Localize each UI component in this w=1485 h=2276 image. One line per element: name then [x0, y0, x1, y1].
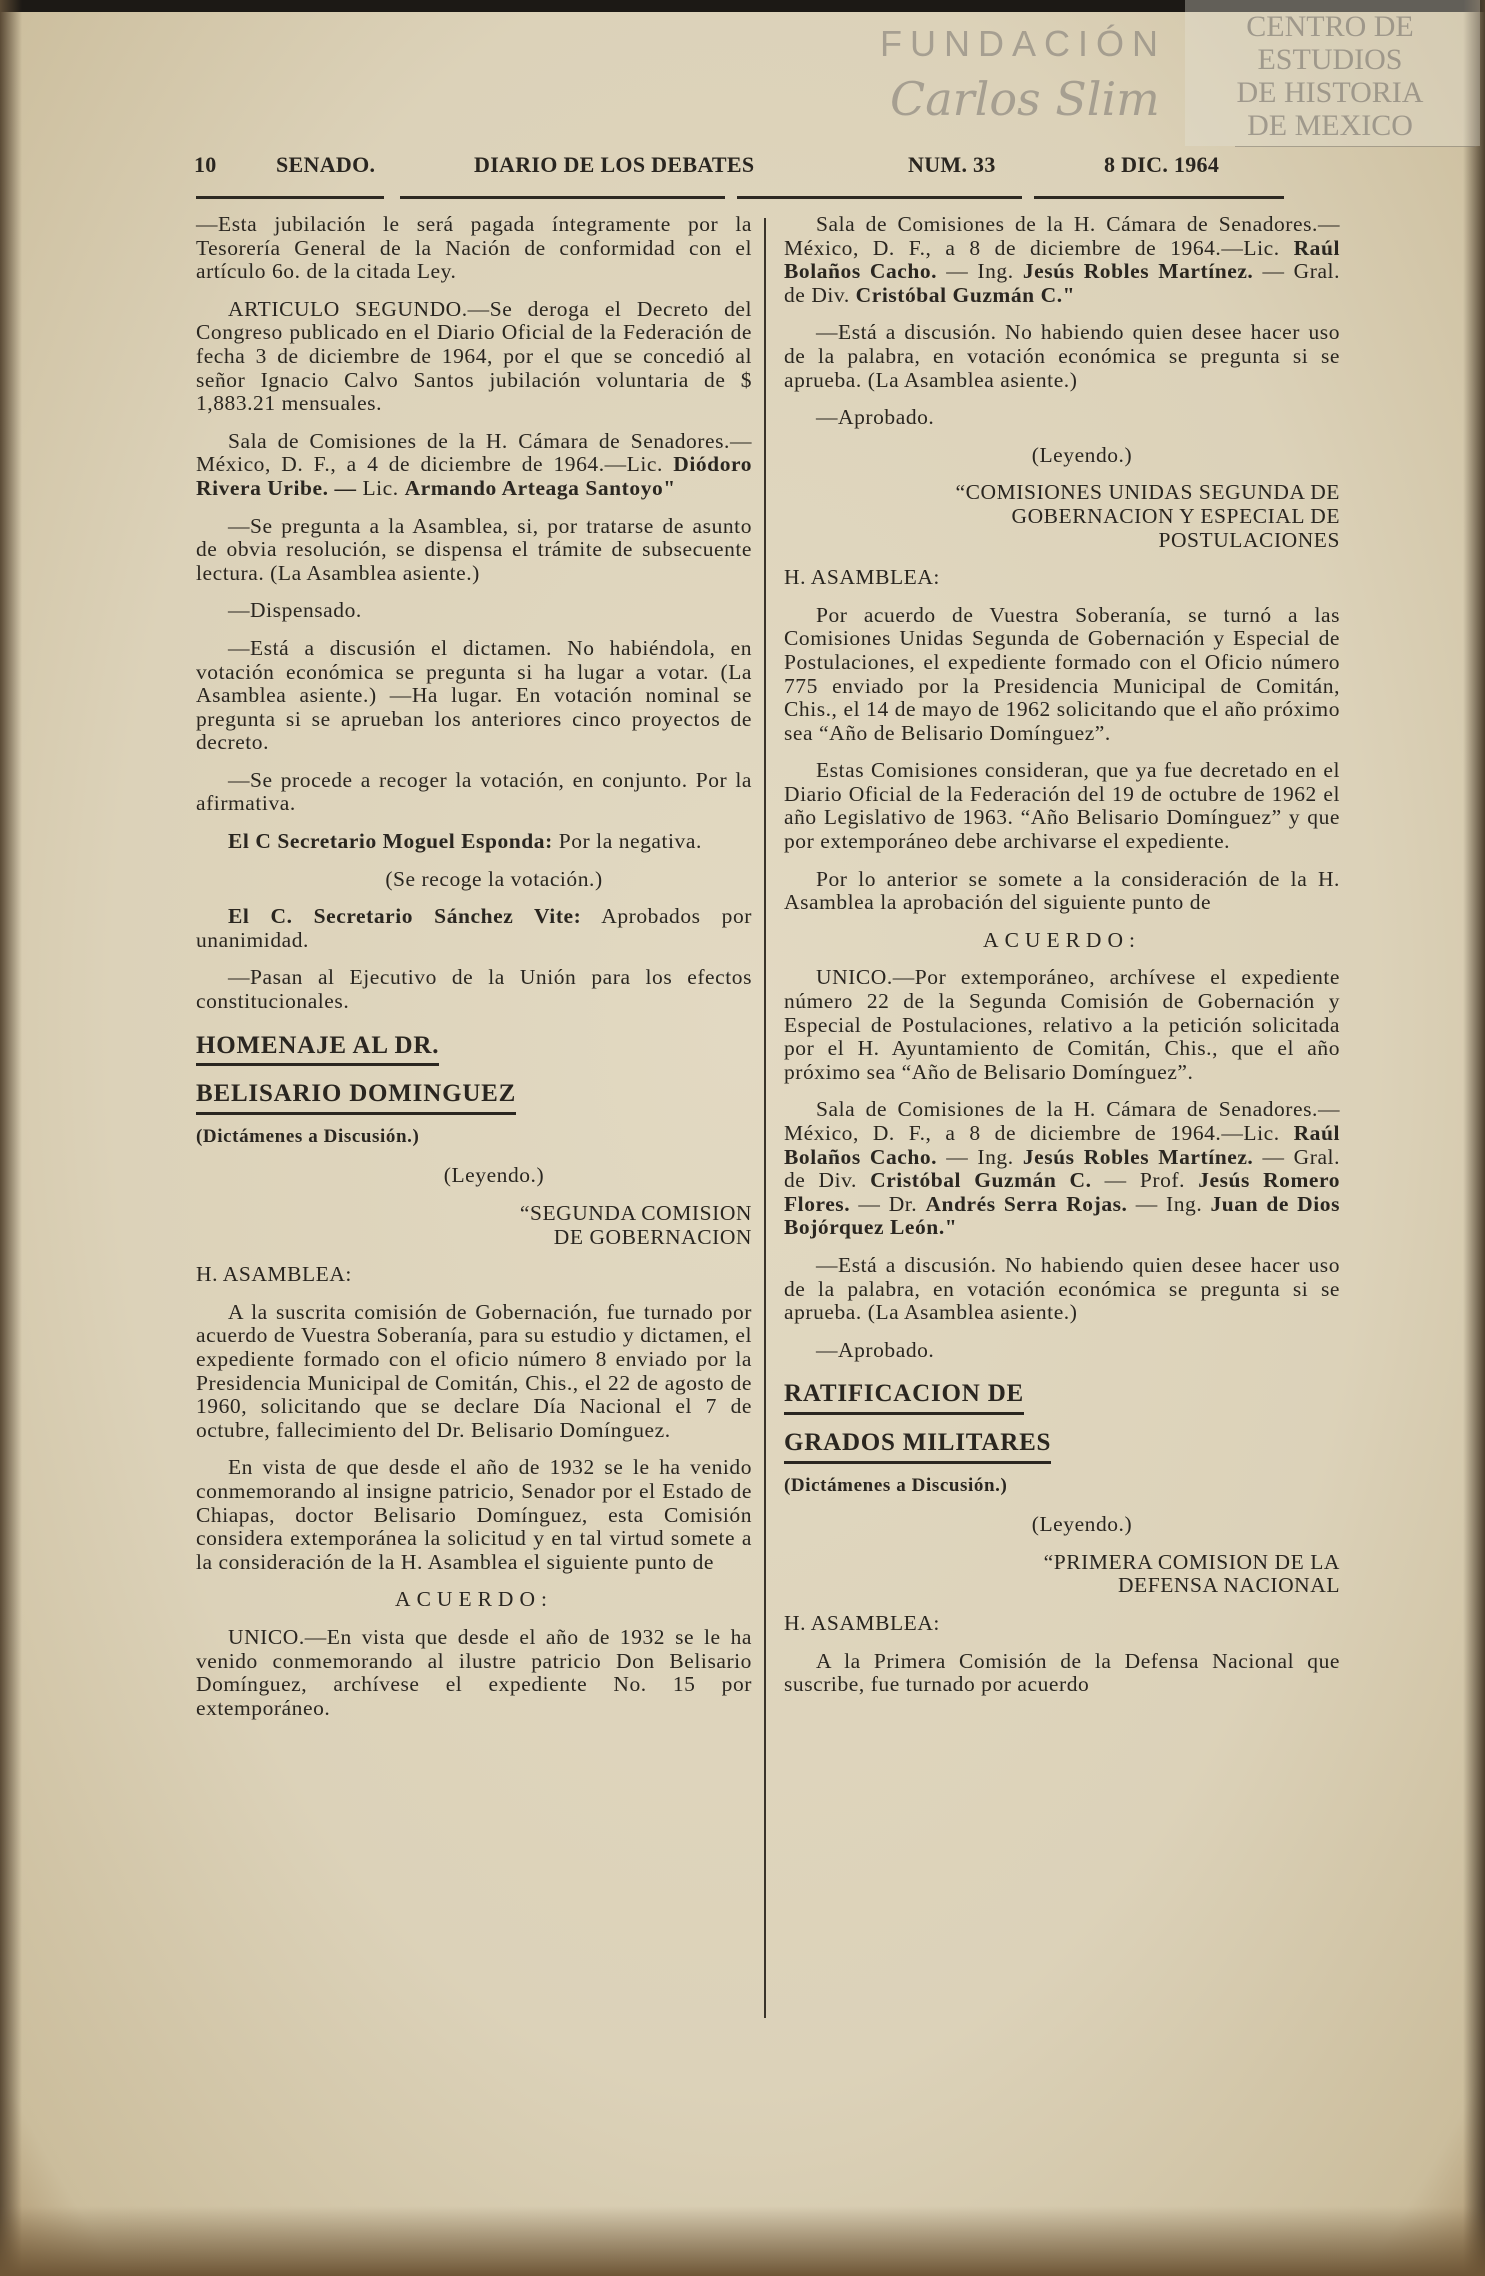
paragraph: [784, 966, 1340, 1084]
text-run: Por lo anterior se somete a la consideración de la H. Asamblea la aprobación del siguiente punto de: [784, 866, 1340, 915]
bold-text: El C. Secretario Sánchez Vite:: [228, 904, 582, 929]
text-run: —Aprobado.: [816, 1337, 935, 1362]
text-run: Estas Comisiones consideran, que ya fue decretado en el Diario Oficial de la Federación del 19 de octubre de 1962 el año Legislativo de 1963. “Año Belisario Domínguez” y que por extemporáneo debe archivarse el expediente.: [784, 758, 1340, 854]
paragraph: [196, 430, 752, 501]
text-run: “COMISIONES UNIDAS SEGUNDA DE GOBERNACION Y ESPECIAL DE POSTULACIONES: [955, 480, 1340, 552]
bold-text: Andrés Serra Rojas.: [925, 1191, 1128, 1216]
header-rule: [400, 196, 725, 199]
header-issue: NUM. 33: [908, 152, 996, 177]
section-heading: GRADOS MILITARES: [784, 1431, 1051, 1464]
section-subheading: (Dictámenes a Discusión.): [784, 1474, 1008, 1496]
paragraph: [196, 966, 752, 1013]
text-run: A la suscrita comisión de Gobernación, fue turnado por acuerdo de Vuestra Soberanía, para su estudio y dictamen, el expediente formado con el oficio número 8 enviado por la Presidencia Municipal de Comitán, Chis., el 22 de agosto de 1960, solicitando que se declare Día Nacional el 7 de octubre, fallecimiento del Dr. Belisario Domínguez.: [196, 1299, 752, 1442]
text-run: Por la negativa.: [552, 829, 702, 854]
bold-text: Cristóbal Guzmán C.: [870, 1168, 1092, 1193]
text-run: ACUERDO:: [983, 927, 1141, 952]
text-run: Por acuerdo de Vuestra Soberanía, se turnó a las Comisiones Unidas Segunda de Gobernación y Especial de Postulaciones, el expediente formado con el Oficio número 775 enviado por la Presidencia Municipal de Comitán, Chis., el 14 de mayo de 1962 solicitando que el año próximo sea “Año de Belisario Domínguez”.: [784, 602, 1340, 745]
paragraph: [196, 599, 752, 623]
header-section: SENADO.: [276, 152, 376, 177]
text-run: (Se recoge la votación.): [385, 866, 603, 891]
watermark-line: CENTRO DE: [1246, 10, 1414, 43]
text-run: (Leyendo.): [1031, 1512, 1133, 1537]
text-run: “PRIMERA COMISION DE LA DEFENSA NACIONAL: [1043, 1549, 1340, 1598]
bold-text: Juan de Dios Bojórquez León.": [784, 1191, 1341, 1240]
text-run: — Ing.: [1127, 1191, 1211, 1216]
watermark-line: DE HISTORIA: [1236, 76, 1424, 109]
running-header: [194, 152, 1344, 192]
bold-text: Armando Arteaga Santoyo": [404, 475, 676, 500]
paragraph: [196, 1588, 752, 1612]
watermark-line: ESTUDIOS: [1257, 43, 1403, 76]
text-run: —Dispensado.: [228, 598, 362, 623]
paragraph: [784, 321, 1340, 392]
text-run: H. ASAMBLEA:: [784, 1610, 940, 1635]
watermark-line: DE MEXICO: [1247, 109, 1413, 142]
header-publication: DIARIO DE LOS DEBATES: [474, 152, 755, 177]
section-heading: HOMENAJE AL DR.: [196, 1034, 439, 1067]
text-run: H. ASAMBLEA:: [784, 565, 940, 590]
text-run: —Aprobado.: [816, 405, 935, 430]
section-heading-wrapper: [784, 1425, 1340, 1474]
section-heading-wrapper: [196, 1076, 752, 1125]
text-run: —Esta jubilación le será pagada íntegramente por la Tesorería General de la Nación de conformidad con el artículo 6o. de la citada Ley.: [196, 212, 752, 284]
text-run: —Está a discusión. No habiendo quien desee hacer uso de la palabra, en votación económica se pregunta si se aprueba. (La Asamblea asiente.): [784, 1252, 1340, 1325]
text-run: Sala de Comisiones de la H. Cámara de Senadores.— México, D. F., a 8 de diciembre de 1964.—Lic.: [784, 212, 1340, 260]
text-run: —Está a discusión. No habiendo quien desee hacer uso de la palabra, en votación económica se pregunta si se aprueba. (La Asamblea asiente.): [784, 320, 1340, 392]
left-column: [196, 213, 752, 1734]
paragraph: [196, 515, 752, 586]
text-run: Lic.: [356, 475, 405, 500]
column-divider: [764, 218, 766, 2018]
paragraph: [784, 1098, 1340, 1240]
paragraph: [784, 566, 1340, 590]
text-run: Sala de Comisiones de la H. Cámara de Senadores.— México, D. F., a 4 de diciembre de 1964.—Lic.: [196, 428, 752, 477]
text-run: —Se pregunta a la Asamblea, si, por tratarse de asunto de obvia resolución, se dispensa el trámite de subsecuente lectura. (La Asamblea asiente.): [196, 513, 752, 585]
paragraph: [784, 481, 1340, 552]
paragraph: [784, 406, 1340, 430]
text-run: (Leyendo.): [443, 1163, 545, 1188]
paragraph: [824, 1513, 1340, 1537]
watermark-rule: [1235, 146, 1475, 147]
text-run: — Dr.: [850, 1191, 926, 1216]
watermark-foundation: FUNDACIÓN: [880, 23, 1166, 64]
paragraph: [196, 1456, 752, 1574]
bold-text: Raúl Bolaños Cacho.: [784, 235, 1340, 284]
text-run: UNICO.—En vista que desde el año de 1932 se le ha venido conmemorando al ilustre patricio Don Belisario Domínguez, archívese el expediente No. 15 por extemporáneo.: [196, 1624, 752, 1720]
watermark-signature: Carlos Slim: [890, 72, 1160, 126]
paragraph: [196, 1301, 752, 1443]
text-run: En vista de que desde el año de 1932 se le ha venido conmemorando al insigne patricio, Senador por el Estado de Chiapas, doctor Belisario Domínguez, esta Comisión considera extemporánea la solicitud y en tal virtud somete a la consideración de la H. Asamblea el siguiente punto de: [196, 1455, 752, 1574]
header-rule: [196, 196, 384, 199]
text-run: Aprobados por unanimidad.: [196, 904, 752, 952]
paragraph: [196, 905, 752, 952]
text-run: — Ing.: [937, 1144, 1023, 1169]
bold-text: Raúl Bolaños Cacho.: [784, 1121, 1340, 1169]
header-rule: [737, 196, 1022, 199]
bold-text: El C Secretario Moguel Esponda:: [228, 829, 553, 854]
section-heading: BELISARIO DOMINGUEZ: [196, 1082, 516, 1115]
paragraph: [784, 1339, 1340, 1363]
header-rule: [1034, 196, 1284, 199]
text-run: (Leyendo.): [1031, 442, 1133, 467]
paragraph: [196, 1626, 752, 1720]
text-run: ACUERDO:: [395, 1587, 553, 1612]
bold-text: Diódoro Rivera Uribe. —: [196, 452, 752, 500]
paragraph: [196, 769, 752, 816]
page-number: 10: [194, 152, 217, 177]
paragraph: [784, 1650, 1340, 1697]
paragraph: [784, 929, 1340, 953]
section-heading-wrapper: [196, 1028, 752, 1077]
text-run: H. ASAMBLEA:: [196, 1262, 352, 1287]
watermark-institution: [1185, 10, 1475, 142]
paragraph: [784, 1612, 1340, 1636]
section-subheading: (Dictámenes a Discusión.): [196, 1125, 420, 1147]
paragraph: [196, 830, 752, 854]
bold-text: Jesús Robles Martínez.: [1022, 259, 1254, 284]
text-run: Sala de Comisiones de la H. Cámara de Senadores.— México, D. F., a 8 de diciembre de 1964.—Lic.: [784, 1097, 1340, 1145]
paragraph: [824, 444, 1340, 468]
bold-text: Cristóbal Guzmán C.": [855, 282, 1076, 307]
paragraph: [784, 1551, 1340, 1598]
paragraph: [196, 1202, 752, 1249]
text-run: ARTICULO SEGUNDO.—Se deroga el Decreto del Congreso publicado en el Diario Oficial de la Federación de fecha 3 de diciembre de 1964, por el que se concedió al señor Ignacio Calvo Santos jubilación voluntaria de $ 1,883.21 mensuales.: [196, 296, 752, 416]
text-run: — Ing.: [937, 259, 1023, 284]
scan-bottom-edge: [0, 2206, 1485, 2276]
section-heading: RATIFICACION DE: [784, 1382, 1024, 1415]
paragraph: [784, 213, 1340, 307]
text-run: —Se procede a recoger la votación, en conjunto. Por la afirmativa.: [196, 767, 752, 816]
paragraph: [784, 1254, 1340, 1325]
header-date: 8 DIC. 1964: [1104, 152, 1220, 177]
paragraph: [196, 637, 752, 755]
paragraph: [196, 213, 752, 284]
paragraph: [784, 759, 1340, 853]
paragraph: [196, 298, 752, 416]
bold-text: Jesús Robles Martínez.: [1022, 1144, 1254, 1169]
scan-left-edge: [0, 0, 22, 2276]
text-run: A la Primera Comisión de la Defensa Nacional que suscribe, fue turnado por acuerdo: [784, 1648, 1340, 1697]
text-run: — Prof.: [1091, 1168, 1199, 1193]
text-run: —Pasan al Ejecutivo de la Unión para los efectos constitucionales.: [196, 965, 752, 1014]
text-run: UNICO.—Por extemporáneo, archívese el expediente número 22 de la Segunda Comisión de Gobernación y Especial de Postulaciones, relativo a la petición solicitada por el H. Ayuntamiento de Comitán, Chis., que el año próximo sea “Año de Belisario Domínguez”.: [784, 965, 1340, 1084]
paragraph: [196, 1263, 752, 1287]
paragraph: [784, 868, 1340, 915]
right-column: [784, 213, 1340, 1711]
paragraph: [236, 868, 752, 892]
bold-text: Jesús Romero Flores.: [784, 1168, 1341, 1216]
paragraph: [784, 604, 1340, 746]
text-run: —Está a discusión el dictamen. No habiéndola, en votación económica se pregunta si ha lugar a votar. (La Asamblea asiente.) —Ha lugar. En votación nominal se pregunta si se aprueban los anteriores cinco proyectos de decreto.: [196, 635, 752, 755]
text-run: — Gral. de Div.: [784, 1144, 1341, 1193]
scan-right-edge: [1463, 0, 1485, 2276]
text-run: “SEGUNDA COMISION DE GOBERNACION: [519, 1201, 752, 1249]
paragraph: [236, 1164, 752, 1188]
text-run: — Gral. de Div.: [784, 259, 1341, 307]
section-heading-wrapper: [784, 1376, 1340, 1425]
